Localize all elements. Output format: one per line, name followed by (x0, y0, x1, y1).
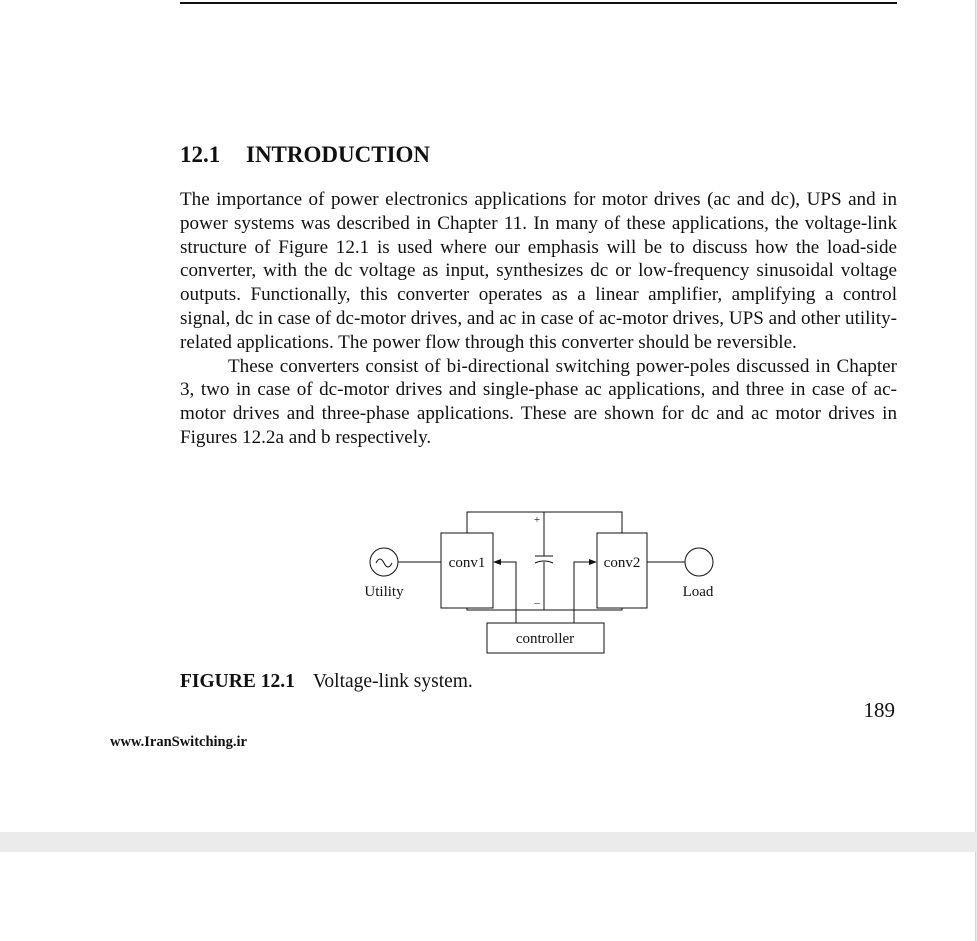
load-symbol (685, 548, 713, 576)
next-page (0, 852, 976, 941)
sine-wave-icon (376, 559, 392, 567)
capacitor-minus-sign: – (534, 597, 540, 609)
control-line-conv1 (499, 562, 516, 623)
section-title: INTRODUCTION (246, 142, 431, 167)
conv2-label: conv2 (603, 555, 641, 571)
arrow-to-conv1-icon (493, 559, 501, 565)
conv1-label: conv1 (448, 555, 486, 571)
footer-url: www.IranSwitching.ir (110, 734, 247, 750)
arrow-to-conv2-icon (589, 559, 597, 565)
paragraph-1: The importance of power electronics applications for motor drives (ac and dc), UPS and in power systems was described in Chapter 11. In many of these applications, the voltage-link structure of Figure 12.1 is used where our emphasis will be to discuss how the load-side converter, with the dc voltage as input, synthesizes dc or low-frequency sinusoidal voltage outputs. Functionally, this converter operates as a linear amplifier, amplifying a control signal, dc in case of dc-motor drives, and ac in case of ac-motor drives, UPS and other utility-related applications. The power flow through this converter should be reversible. (180, 189, 897, 353)
control-line-conv2 (574, 562, 592, 623)
capacitor-plus-sign: + (533, 514, 541, 526)
utility-label: Utility (364, 584, 404, 600)
section-number: 12.1 (180, 142, 221, 167)
controller-label: controller (515, 631, 575, 647)
load-label: Load (682, 584, 714, 600)
figure-caption (180, 671, 473, 693)
figure-caption-label: FIGURE 12.1 (180, 671, 295, 692)
figure-caption-text: Voltage-link system. (312, 671, 473, 692)
page-number: 189 (863, 698, 895, 722)
paragraph-2: These converters consist of bi-directional switching power-poles discussed in Chapter 3, two in case of dc-motor drives and single-phase ac applications, and three in case of ac-motor drives and three-phase applications. These are shown for dc and ac motor drives in Figures 12.2a and b respectively. (180, 355, 897, 448)
